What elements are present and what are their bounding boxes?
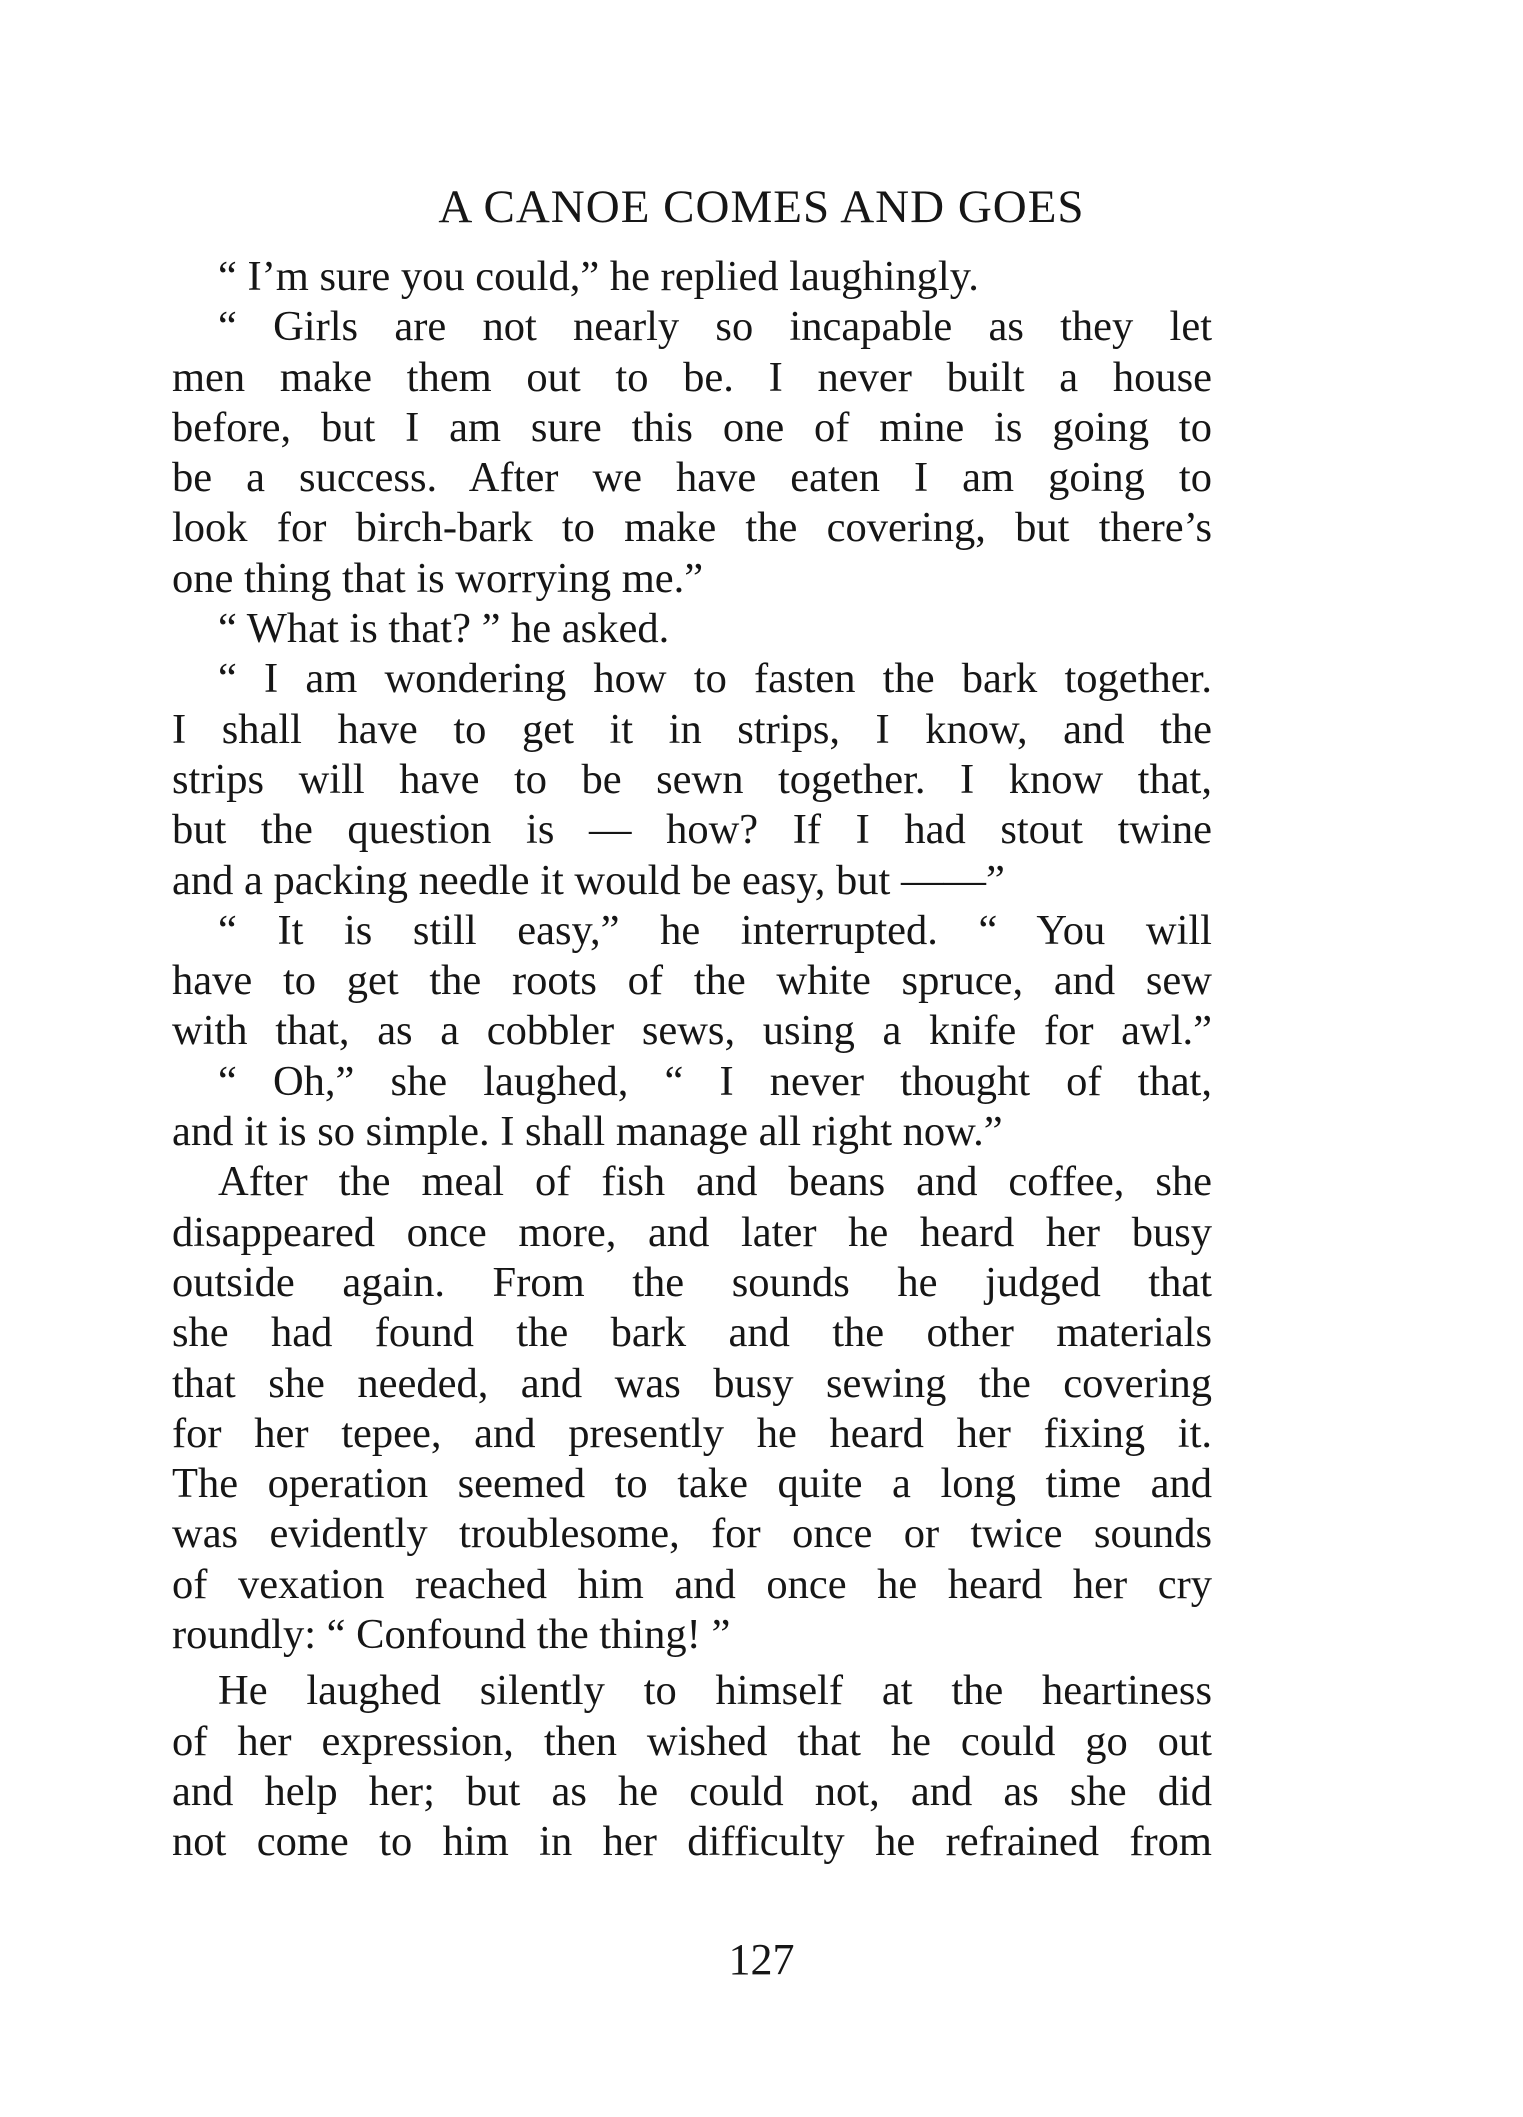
text-line: “ I’m sure you could,” he replied laughingly. (218, 253, 979, 300)
text-line: one thing that is worrying me.” (172, 554, 704, 602)
running-head: A CANOE COMES AND GOES (438, 181, 1085, 233)
text-line: men make them out to be. I never built a house (172, 353, 1212, 401)
text-line: The operation seemed to take quite a long time and (172, 1460, 1212, 1508)
paragraph (172, 1157, 1212, 1660)
text-line: be a success. After we have eaten I am going to (172, 454, 1212, 502)
text-line: before, but I am sure this one of mine is going to (172, 403, 1212, 451)
paragraph (172, 604, 1212, 654)
text-line: and it is so simple. I shall manage all right now.” (172, 1108, 1003, 1156)
text-line: was evidently troublesome, for once or twice sounds (172, 1510, 1212, 1558)
text-line: but the question is — how? If I had stout twine (172, 806, 1212, 854)
text-line: and help her; but as he could not, and as she did (172, 1767, 1212, 1815)
body-text (172, 252, 1212, 1868)
paragraph (172, 1666, 1212, 1867)
paragraph (172, 1057, 1212, 1158)
paragraph (172, 252, 1212, 302)
text-line: have to get the roots of the white spruce, and sew (172, 957, 1212, 1005)
paragraph (172, 906, 1212, 1057)
paragraph (172, 654, 1212, 905)
text-line: disappeared once more, and later he heard her busy (172, 1208, 1212, 1256)
text-line: “ I am wondering how to fasten the bark together. (218, 655, 1212, 703)
text-line: “ Oh,” she laughed, “ I never thought of that, (218, 1057, 1212, 1105)
page-number: 127 (728, 1935, 795, 1984)
text-line: roundly: “ Confound the thing! ” (172, 1611, 731, 1659)
text-line: and a packing needle it would be easy, but ——” (172, 856, 1005, 904)
text-line: not come to him in her difficulty he refrained from (172, 1818, 1212, 1866)
text-line: strips will have to be sewn together. I know that, (172, 755, 1212, 803)
text-line: “ What is that? ” he asked. (218, 605, 670, 653)
text-line: outside again. From the sounds he judged that (172, 1258, 1212, 1306)
text-line: with that, as a cobbler sews, using a knife for awl.” (172, 1007, 1212, 1055)
text-line: of her expression, then wished that he could go out (172, 1717, 1212, 1765)
text-line: “ It is still easy,” he interrupted. “ You will (218, 906, 1212, 954)
text-line: After the meal of fish and beans and coffee, she (218, 1158, 1212, 1206)
text-line: for her tepee, and presently he heard her fixing it. (172, 1409, 1212, 1457)
text-line: He laughed silently to himself at the heartiness (218, 1667, 1212, 1715)
text-line: of vexation reached him and once he heard her cry (172, 1560, 1212, 1608)
text-line: she had found the bark and the other materials (172, 1309, 1212, 1357)
paragraph (172, 302, 1212, 604)
text-line: I shall have to get it in strips, I know, and the (172, 705, 1212, 753)
text-line: that she needed, and was busy sewing the covering (172, 1359, 1212, 1407)
text-line: look for birch-bark to make the covering, but there’s (172, 504, 1212, 552)
text-line: “ Girls are not nearly so incapable as they let (218, 303, 1212, 351)
